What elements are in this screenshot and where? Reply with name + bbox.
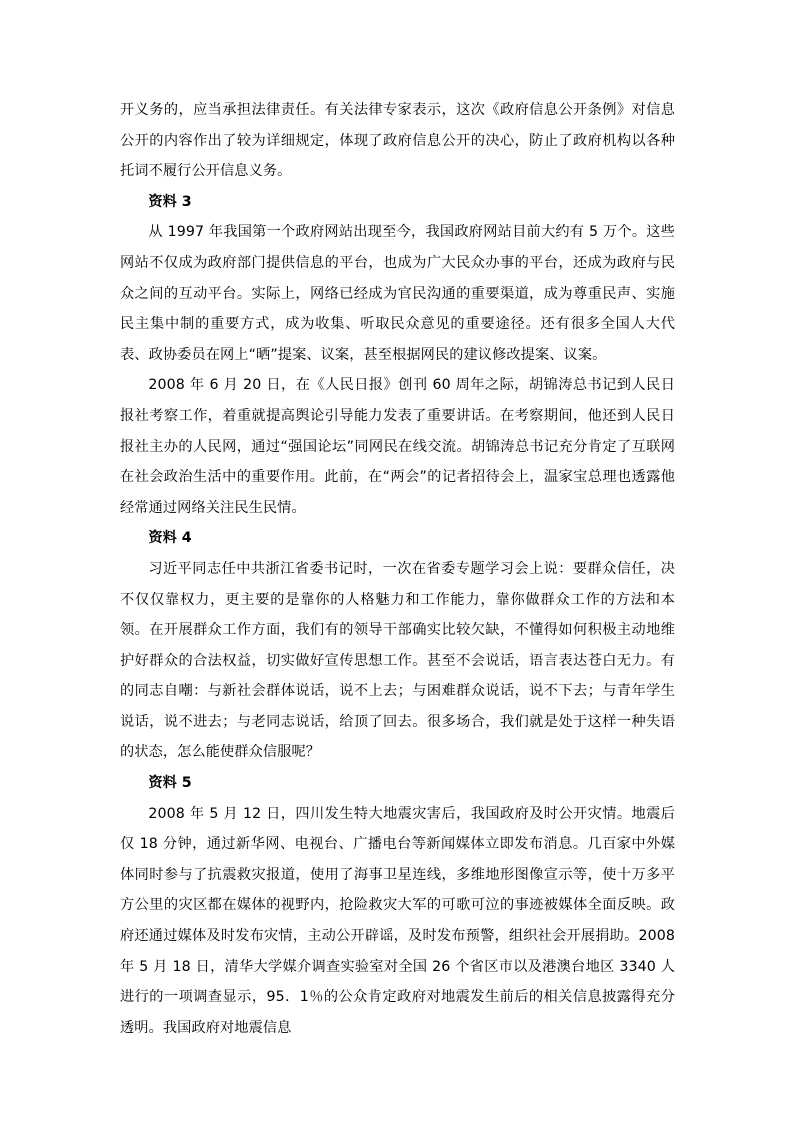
paragraph-mass-work: 习近平同志任中共浙江省委书记时，一次在省委专题学习会上说：要群众信任，决不仅仅靠权力，更主要的是靠你的人格魅力和工作能力，靠你做群众工作的方法和本领。在开展群众工作方面，我们有的领导干部确实比较欠缺，不懂得如何积极主动地维护好群众的合法权益，切实做好宣传思想工作。甚至不会说话，语言表达苍白无力。有的同志自嘲：与新社会群体说话，说不上去；与困难群众说话，说不下去；与青年学生说话，说不进去；与老同志说话，给顶了回去。很多场合，我们就是处于这样一种失语的状态，怎么能使群众信服呢？ xyxy=(120,560,675,761)
paragraph-peoples-daily-visit: 2008 年 6 月 20 日，在《人民日报》创刊 60 周年之际，胡锦涛总书记到人民日报社考察工作，着重就提高舆论引导能力发表了重要讲话。在考察期间，他还到人民日报社主办的人民网，通过“强国论坛”同网民在线交流。胡锦涛总书记充分肯定了互联网在社会政治生活中的重要作用。此前，在“两会”的记者招待会上，温家宝总理也透露他经常通过网络关注民生民情。 xyxy=(120,377,675,516)
paragraph-continuation: 开义务的，应当承担法律责任。有关法律专家表示，这次《政府信息公开条例》对信息公开的内容作出了较为详细规定，体现了政府信息公开的决心，防止了政府机构以各种托词不履行公开信息义务。 xyxy=(120,102,675,180)
document-page xyxy=(120,95,675,1043)
paragraph-government-websites: 从 1997 年我国第一个政府网站出现至今，我国政府网站目前大约有 5 万个。这些网站不仅成为政府部门提供信息的平台，也成为广大民众办事的平台，还成为政府与民众之间的互动平台。实际上，网络已经成为官民沟通的重要渠道，成为尊重民声、实施民主集中制的重要方式，成为收集、听取民众意见的重要途径。还有很多全国人大代表、政协委员在网上“晒”提案、议案，甚至根据网民的建议修改提案、议案。 xyxy=(120,224,675,363)
paragraph-earthquake-disclosure: 2008 年 5 月 12 日，四川发生特大地震灾害后，我国政府及时公开灾情。地震后仅 18 分钟，通过新华网、电视台、广播电台等新闻媒体立即发布消息。几百家中外媒体同时参与了抗震救灾报道，使用了海事卫星连线，多维地形图像宣示等，使十万多平方公里的灾区都在媒体的视野内，抢险救灾大军的可歌可泣的事迹被媒体全面反映。政府还通过媒体及时发布灾情，主动公开辟谣，及时发布预警，组织社会开展捐助。2008 年 5 月 18 日，清华大学媒介调查实验室对全国 26 个省区市以及港澳台地区 3340 人进行的一项调查显示，95．1％的公众肯定政府对地震发生前后的相关信息披露得充分透明。我国政府对地震信息 xyxy=(120,805,675,1036)
section-heading-material-3: 资料 3 xyxy=(148,193,192,210)
section-heading-material-5: 资料 5 xyxy=(148,775,192,792)
section-heading-material-4: 资料 4 xyxy=(148,530,192,547)
